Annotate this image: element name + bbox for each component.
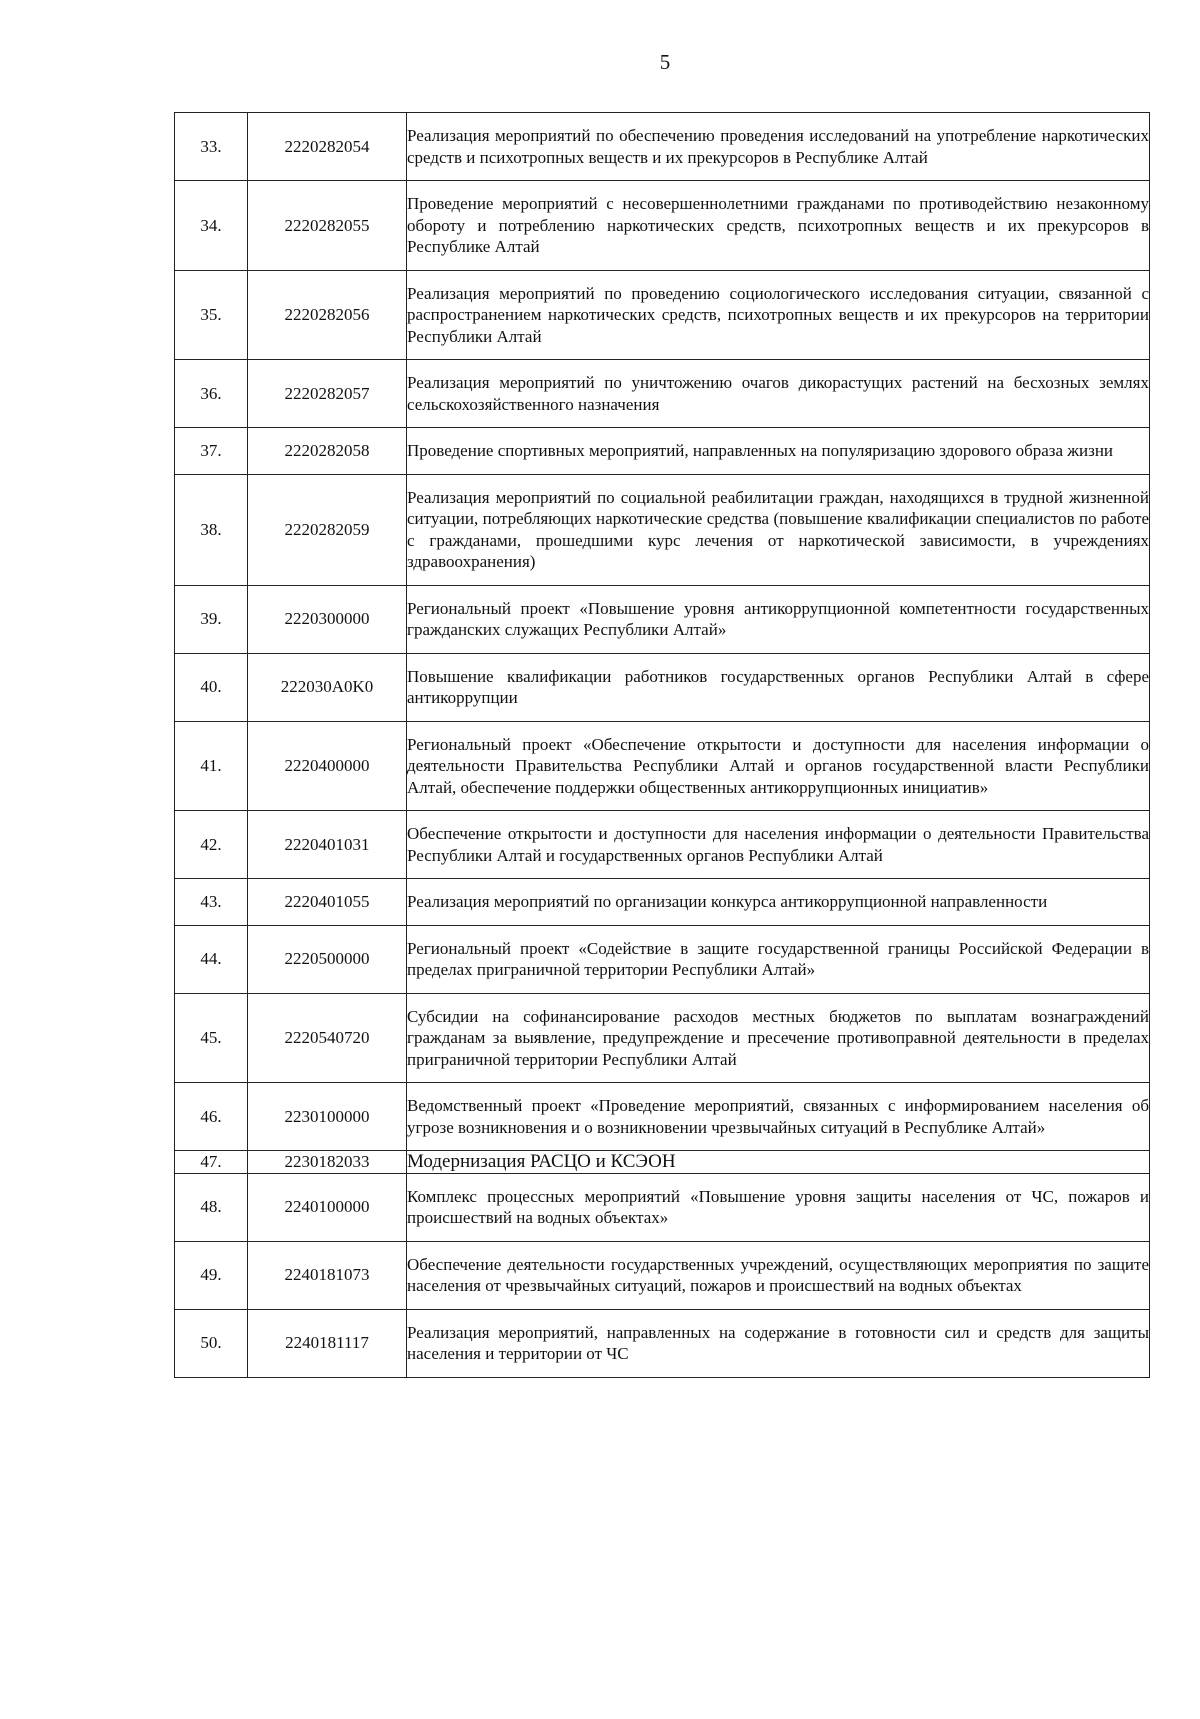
row-code: 2220282056: [248, 270, 407, 360]
row-description: Обеспечение открытости и доступности для населения информации о деятельности Правительства Республики Алтай и государственных органов Республики Алтай: [407, 811, 1150, 879]
row-number: 34.: [175, 181, 248, 271]
row-number: 45.: [175, 993, 248, 1083]
table-row: [175, 428, 1150, 475]
table-row: [175, 1083, 1150, 1151]
table-row: [175, 1309, 1150, 1377]
row-description: Региональный проект «Содействие в защите государственной границы Российской Федерации в пределах приграничной территории Республики Алтай»: [407, 925, 1150, 993]
row-number: 39.: [175, 585, 248, 653]
row-code: 2220401055: [248, 879, 407, 926]
table-row: [175, 993, 1150, 1083]
table-row: [175, 1241, 1150, 1309]
row-description: Повышение квалификации работников государственных органов Республики Алтай в сфере антикоррупции: [407, 653, 1150, 721]
table-row: [175, 1151, 1150, 1174]
row-code: 2240181117: [248, 1309, 407, 1377]
table-row: [175, 1173, 1150, 1241]
row-description: Проведение спортивных мероприятий, направленных на популяризацию здорового образа жизни: [407, 428, 1150, 475]
row-number: 36.: [175, 360, 248, 428]
row-description: Реализация мероприятий, направленных на содержание в готовности сил и средств для защиты населения и территории от ЧС: [407, 1309, 1150, 1377]
table-row: [175, 270, 1150, 360]
row-code: 2220300000: [248, 585, 407, 653]
table-row: [175, 653, 1150, 721]
row-number: 49.: [175, 1241, 248, 1309]
row-description: Модернизация РАСЦО и КСЭОН: [407, 1151, 1150, 1174]
row-number: 35.: [175, 270, 248, 360]
table-row: [175, 585, 1150, 653]
row-description: Реализация мероприятий по обеспечению проведения исследований на употребление наркотических средств и психотропных веществ и их прекурсоров в Республике Алтай: [407, 113, 1150, 181]
row-code: 2220282055: [248, 181, 407, 271]
row-code: 2220282059: [248, 474, 407, 585]
row-description: Проведение мероприятий с несовершеннолетними гражданами по противодействию незаконному обороту и потреблению наркотических средств, психотропных веществ и их прекурсоров в Республике Алтай: [407, 181, 1150, 271]
table-row: [175, 811, 1150, 879]
row-description: Региональный проект «Повышение уровня антикоррупционной компетентности государственных гражданских служащих Республики Алтай»: [407, 585, 1150, 653]
row-number: 48.: [175, 1173, 248, 1241]
row-code: 2240181073: [248, 1241, 407, 1309]
row-number: 37.: [175, 428, 248, 475]
row-description: Реализация мероприятий по организации конкурса антикоррупционной направленности: [407, 879, 1150, 926]
row-number: 50.: [175, 1309, 248, 1377]
row-code: 2220282057: [248, 360, 407, 428]
row-number: 40.: [175, 653, 248, 721]
row-code: 2220282054: [248, 113, 407, 181]
row-number: 33.: [175, 113, 248, 181]
row-description: Обеспечение деятельности государственных учреждений, осуществляющих мероприятия по защите населения от чрезвычайных ситуаций, пожаров и происшествий на водных объектах: [407, 1241, 1150, 1309]
row-number: 46.: [175, 1083, 248, 1151]
table-row: [175, 113, 1150, 181]
row-number: 47.: [175, 1151, 248, 1174]
row-description: Региональный проект «Обеспечение открытости и доступности для населения информации о деятельности Правительства Республики Алтай и органов государственной власти Республики Алтай, обеспечение поддержки общественных антикоррупционных инициатив»: [407, 721, 1150, 811]
row-code: 2220540720: [248, 993, 407, 1083]
row-code: 2220401031: [248, 811, 407, 879]
row-code: 2230100000: [248, 1083, 407, 1151]
table-row: [175, 879, 1150, 926]
row-number: 44.: [175, 925, 248, 993]
row-number: 43.: [175, 879, 248, 926]
row-description: Реализация мероприятий по социальной реабилитации граждан, находящихся в трудной жизненной ситуации, потребляющих наркотические средства (повышение квалификации специалистов по работе с гражданами, прошедшими курс лечения от наркотической зависимости, в учреждениях здравоохранения): [407, 474, 1150, 585]
row-code: 222030A0K0: [248, 653, 407, 721]
row-number: 38.: [175, 474, 248, 585]
table-row: [175, 474, 1150, 585]
row-description: Субсидии на софинансирование расходов местных бюджетов по выплатам вознаграждений гражданам за выявление, предупреждение и пресечение противоправной деятельности в пределах приграничной территории Республики Алтай: [407, 993, 1150, 1083]
row-description: Реализация мероприятий по уничтожению очагов дикорастущих растений на бесхозных землях сельскохозяйственного назначения: [407, 360, 1150, 428]
row-description: Ведомственный проект «Проведение мероприятий, связанных с информированием населения об угрозе возникновения и о возникновении чрезвычайных ситуаций в Республике Алтай»: [407, 1083, 1150, 1151]
table-row: [175, 181, 1150, 271]
row-code: 2240100000: [248, 1173, 407, 1241]
row-code: 2220400000: [248, 721, 407, 811]
table-row: [175, 360, 1150, 428]
budget-codes-table: [174, 112, 1150, 1378]
page-number: 5: [659, 50, 671, 74]
row-number: 42.: [175, 811, 248, 879]
row-number: 41.: [175, 721, 248, 811]
row-description: Реализация мероприятий по проведению социологического исследования ситуации, связанной с распространением наркотических средств, психотропных веществ и их прекурсоров на территории Республики Алтай: [407, 270, 1150, 360]
row-code: 2220500000: [248, 925, 407, 993]
row-code: 2230182033: [248, 1151, 407, 1174]
row-description: Комплекс процессных мероприятий «Повышение уровня защиты населения от ЧС, пожаров и происшествий на водных объектах»: [407, 1173, 1150, 1241]
table-row: [175, 925, 1150, 993]
row-code: 2220282058: [248, 428, 407, 475]
table-row: [175, 721, 1150, 811]
